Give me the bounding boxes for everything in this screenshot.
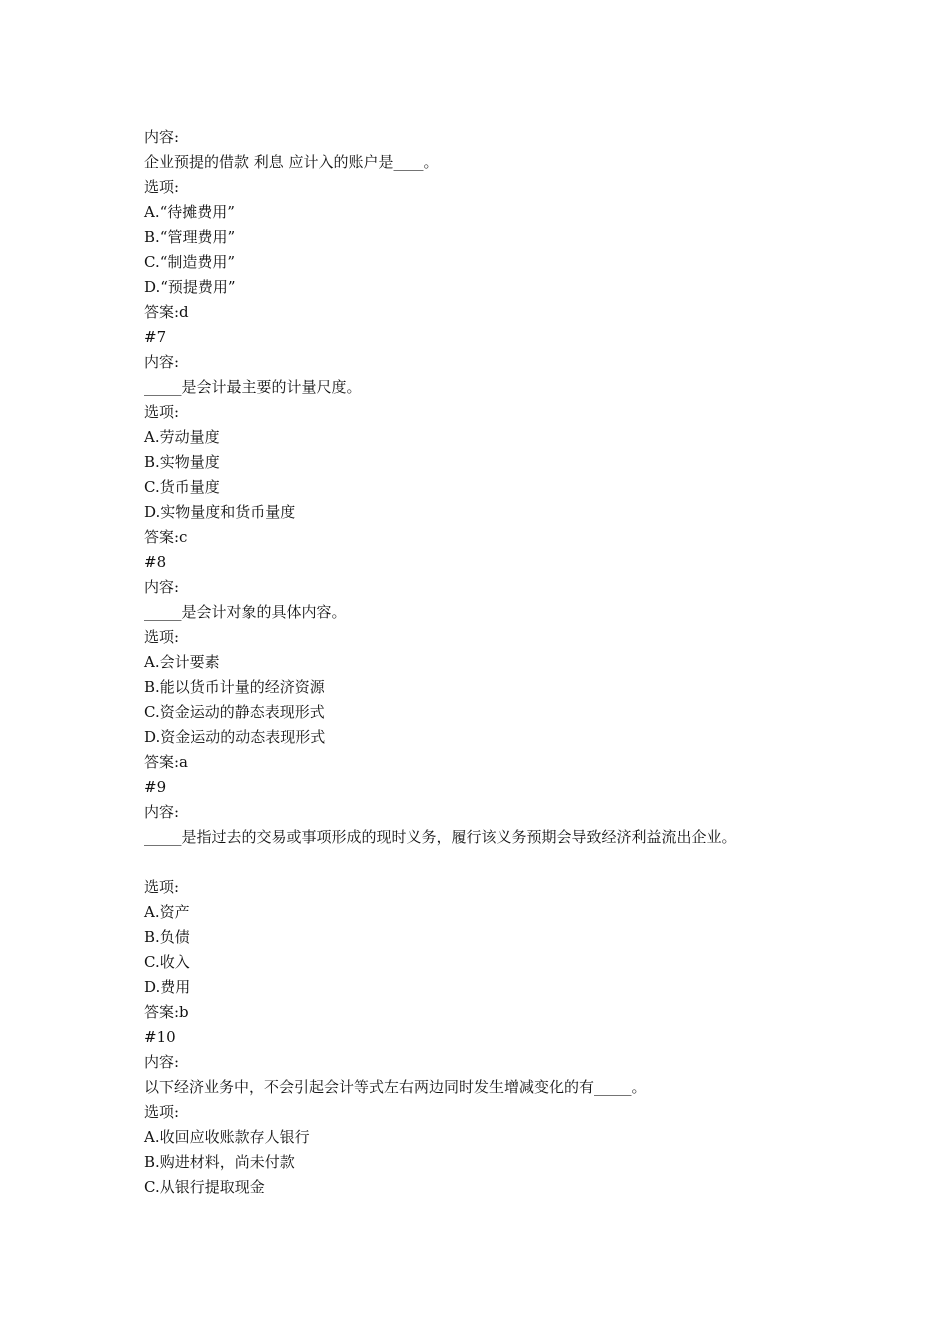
content-label: 内容: [144, 803, 180, 821]
options-label: 选项: [144, 628, 180, 646]
option-c: C.从银行提取现金 [144, 1178, 265, 1196]
question-content: _____是会计最主要的计量尺度。 [144, 378, 362, 396]
answer: 答案:c [144, 528, 188, 546]
answer: 答案:d [144, 303, 189, 321]
question-block [144, 125, 864, 325]
option-c: C.收入 [144, 953, 190, 971]
question-number: #7 [144, 328, 167, 346]
option-b: B.购进材料，尚未付款 [144, 1153, 295, 1171]
option-d: D.实物量度和货币量度 [144, 503, 296, 521]
question-content: 以下经济业务中，不会引起会计等式左右两边同时发生增减变化的有_____。 [144, 1078, 647, 1096]
option-a: A.“待摊费用” [144, 203, 235, 221]
question-number: #10 [144, 1028, 176, 1046]
content-label: 内容: [144, 578, 180, 596]
question-content: _____是指过去的交易或事项形成的现时义务，履行该义务预期会导致经济利益流出企业。 [144, 828, 737, 846]
question-number: #8 [144, 553, 167, 571]
content-label: 内容: [144, 1053, 180, 1071]
option-c: C.“制造费用” [144, 253, 236, 271]
options-label: 选项: [144, 1103, 180, 1121]
option-c: C.货币量度 [144, 478, 220, 496]
option-d: D.费用 [144, 978, 191, 996]
blank-line [144, 850, 864, 875]
option-c: C.资金运动的静态表现形式 [144, 703, 325, 721]
question-block [144, 1025, 864, 1200]
question-content: 企业预提的借款 利息 应计入的账户是____。 [144, 153, 439, 171]
content-label: 内容: [144, 128, 180, 146]
question-block [144, 775, 864, 1025]
document-body [144, 125, 864, 1200]
option-b: B.能以货币计量的经济资源 [144, 678, 325, 696]
options-label: 选项: [144, 878, 180, 896]
options-label: 选项: [144, 403, 180, 421]
content-label: 内容: [144, 353, 180, 371]
option-b: B.实物量度 [144, 453, 220, 471]
option-d: D.资金运动的动态表现形式 [144, 728, 326, 746]
options-label: 选项: [144, 178, 180, 196]
option-a: A.会计要素 [144, 653, 220, 671]
option-b: B.“管理费用” [144, 228, 236, 246]
question-block [144, 325, 864, 550]
question-number: #9 [144, 778, 167, 796]
option-b: B.负债 [144, 928, 190, 946]
option-d: D.“预提费用” [144, 278, 236, 296]
answer: 答案:b [144, 1003, 189, 1021]
option-a: A.劳动量度 [144, 428, 220, 446]
question-content: _____是会计对象的具体内容。 [144, 603, 347, 621]
question-block [144, 550, 864, 775]
answer: 答案:a [144, 753, 188, 771]
option-a: A.收回应收账款存人银行 [144, 1128, 310, 1146]
option-a: A.资产 [144, 903, 190, 921]
